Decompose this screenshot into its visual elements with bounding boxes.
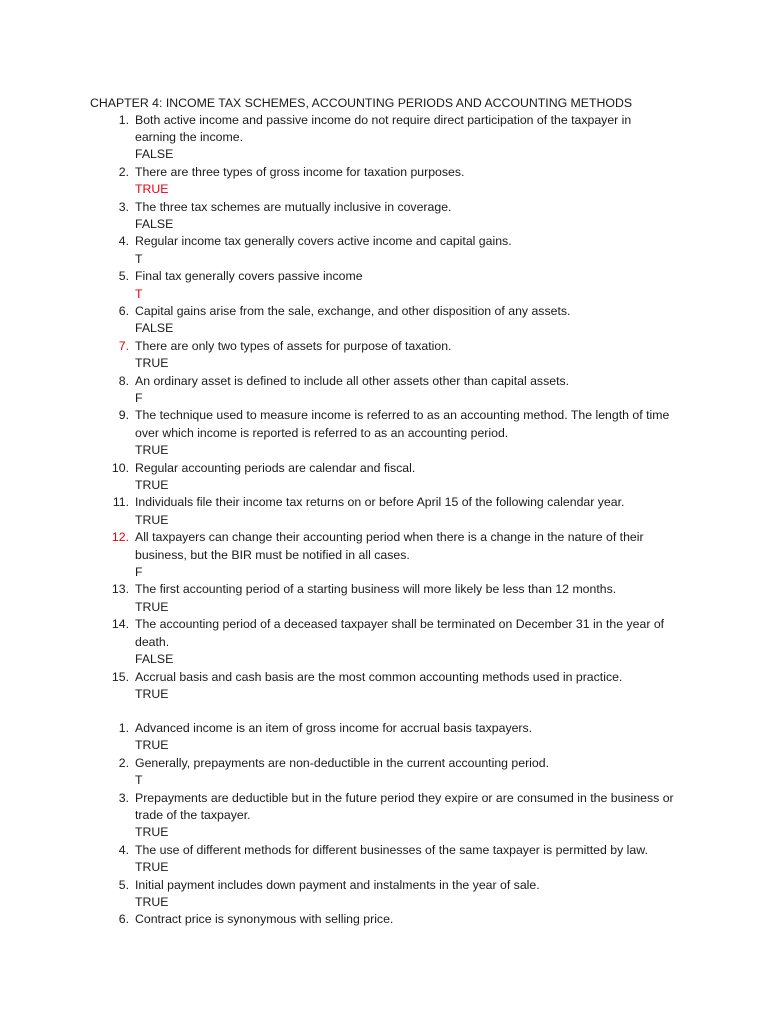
list-item [0,720,675,755]
list-item [0,529,675,581]
list-item [0,233,675,268]
item-number: 7. [118,338,129,353]
item-question: Prepayments are deductible but in the future period they expire or are consumed in the business or trade of the taxpayer. [135,790,674,823]
item-question: There are only two types of assets for purpose of taxation. [135,338,452,353]
item-answer: FALSE [135,216,174,231]
item-question: The technique used to measure income is referred to as an accounting method. The length of time over which income is reported is referred to as an accounting period. [135,408,670,440]
list-item [0,338,675,373]
item-number: 4. [118,234,129,249]
item-number: 12. [111,530,129,545]
list-item [0,494,675,529]
item-question: The accounting period of a deceased taxpayer shall be terminated on December 31 in the year of death. [135,617,665,649]
item-number: 10. [111,460,129,475]
list-item [0,199,675,234]
list-item [0,268,675,303]
item-answer: TRUE [135,443,169,458]
item-question: An ordinary asset is defined to include all other assets other than capital assets. [135,373,570,388]
item-answer: T [135,286,143,301]
item-question: The first accounting period of a starting business will more likely be less than 12 months. [135,582,617,597]
item-answer: TRUE [135,686,169,701]
item-question: All taxpayers can change their accounting period when there is a change in the nature of their business, but the BIR must be notified in all cases. [135,530,644,562]
item-number: 6. [118,303,129,318]
item-answer: TRUE [135,895,169,910]
list-item [0,755,675,790]
item-number: 9. [118,408,129,423]
item-answer: TRUE [135,860,169,875]
item-number: 14. [111,617,129,632]
list-item [0,669,675,704]
list-item [0,877,675,912]
item-number: 15. [111,669,129,684]
item-number: 3. [118,199,129,214]
item-answer: TRUE [135,478,169,493]
list-item [0,911,675,928]
item-answer: T [135,251,143,266]
item-question: Contract price is synonymous with selling price. [135,912,394,927]
item-answer: TRUE [135,738,169,753]
item-question: The use of different methods for different businesses of the same taxpayer is permitted by law. [135,842,648,857]
list-item [0,460,675,495]
item-number: 8. [118,373,129,388]
question-list-1 [0,112,768,704]
item-answer: TRUE [135,182,169,197]
item-answer: F [135,391,143,405]
item-number: 2. [118,755,129,770]
item-number: 13. [111,582,129,597]
item-number: 11. [112,495,129,510]
chapter-title: CHAPTER 4: INCOME TAX SCHEMES, ACCOUNTING PERIODS AND ACCOUNTING METHODS [90,96,633,110]
question-list-2 [0,720,768,929]
item-number: 1. [118,112,129,127]
item-number: 5. [118,877,129,892]
item-question: Regular accounting periods are calendar and fiscal. [135,460,416,475]
list-item [0,616,675,668]
list-item [0,842,675,877]
list-item [0,112,675,164]
item-answer: TRUE [135,356,169,371]
item-question: Capital gains arise from the sale, exchange, and other disposition of any assets. [135,303,571,318]
list-item [0,303,675,338]
item-question: Regular income tax generally covers active income and capital gains. [135,234,512,249]
item-answer: TRUE [135,512,169,527]
item-number: 3. [118,790,129,805]
list-item [0,373,675,408]
item-answer: TRUE [135,599,169,614]
list-item [0,407,675,459]
item-question: Both active income and passive income do not require direct participation of the taxpayer in earning the income. [135,112,632,144]
item-answer: F [135,565,143,580]
item-number: 4. [118,842,129,857]
item-question: Individuals file their income tax returns on or before April 15 of the following calendar year. [135,495,625,510]
item-question: There are three types of gross income for taxation purposes. [135,164,465,179]
item-number: 1. [118,721,129,735]
item-answer: FALSE [135,147,174,162]
list-item [0,164,675,199]
item-question: Generally, prepayments are non-deductible in the current accounting period. [135,755,550,770]
item-answer: TRUE [135,825,169,840]
item-answer: FALSE [135,652,174,667]
item-answer: FALSE [135,321,174,336]
item-question: Initial payment includes down payment and instalments in the year of sale. [135,877,540,892]
list-item [0,581,675,616]
item-number: 6. [118,912,129,927]
item-answer: T [135,773,143,788]
item-question: Final tax generally covers passive income [135,269,363,284]
item-question: Advanced income is an item of gross income for accrual basis taxpayers. [135,721,533,735]
item-question: The three tax schemes are mutually inclusive in coverage. [135,199,452,214]
item-number: 5. [118,269,129,284]
list-item [0,790,675,842]
item-question: Accrual basis and cash basis are the most common accounting methods used in practice. [135,669,623,684]
item-number: 2. [118,164,129,179]
